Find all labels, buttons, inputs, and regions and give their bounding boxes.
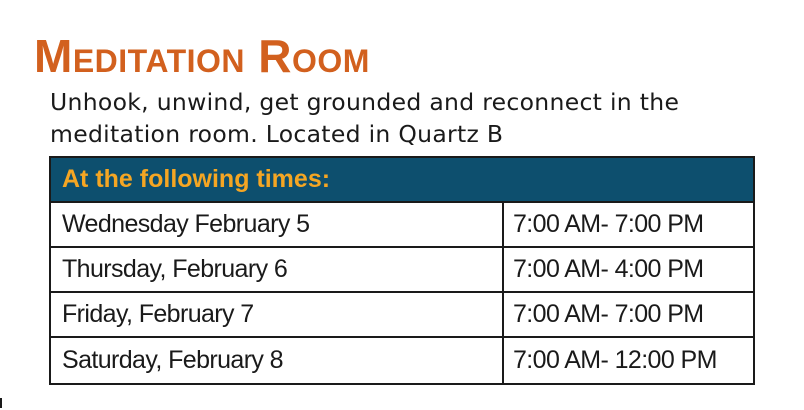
schedule-row bbox=[51, 248, 753, 293]
schedule-row bbox=[51, 338, 753, 383]
schedule-day: Wednesday February 5 bbox=[51, 203, 504, 246]
room-description: Unhook, unwind, get grounded and reconnect in the meditation room. Located in Quartz B bbox=[50, 88, 680, 148]
schedule-table bbox=[49, 156, 755, 385]
schedule-header bbox=[51, 158, 753, 203]
schedule-row bbox=[51, 203, 753, 248]
schedule-time: 7:00 AM- 7:00 PM bbox=[513, 300, 704, 328]
page-title: Meditation Room bbox=[34, 30, 370, 82]
schedule-row bbox=[51, 293, 753, 338]
schedule-time: 7:00 AM- 12:00 PM bbox=[513, 346, 717, 374]
schedule-day: Friday, February 7 bbox=[51, 293, 504, 336]
schedule-day: Thursday, February 6 bbox=[51, 248, 504, 291]
schedule-header-label: At the following times: bbox=[62, 165, 331, 193]
schedule-day: Saturday, February 8 bbox=[51, 338, 504, 383]
schedule-time: 7:00 AM- 7:00 PM bbox=[513, 210, 704, 238]
schedule-time: 7:00 AM- 4:00 PM bbox=[513, 255, 704, 283]
margin-mark bbox=[0, 398, 2, 408]
